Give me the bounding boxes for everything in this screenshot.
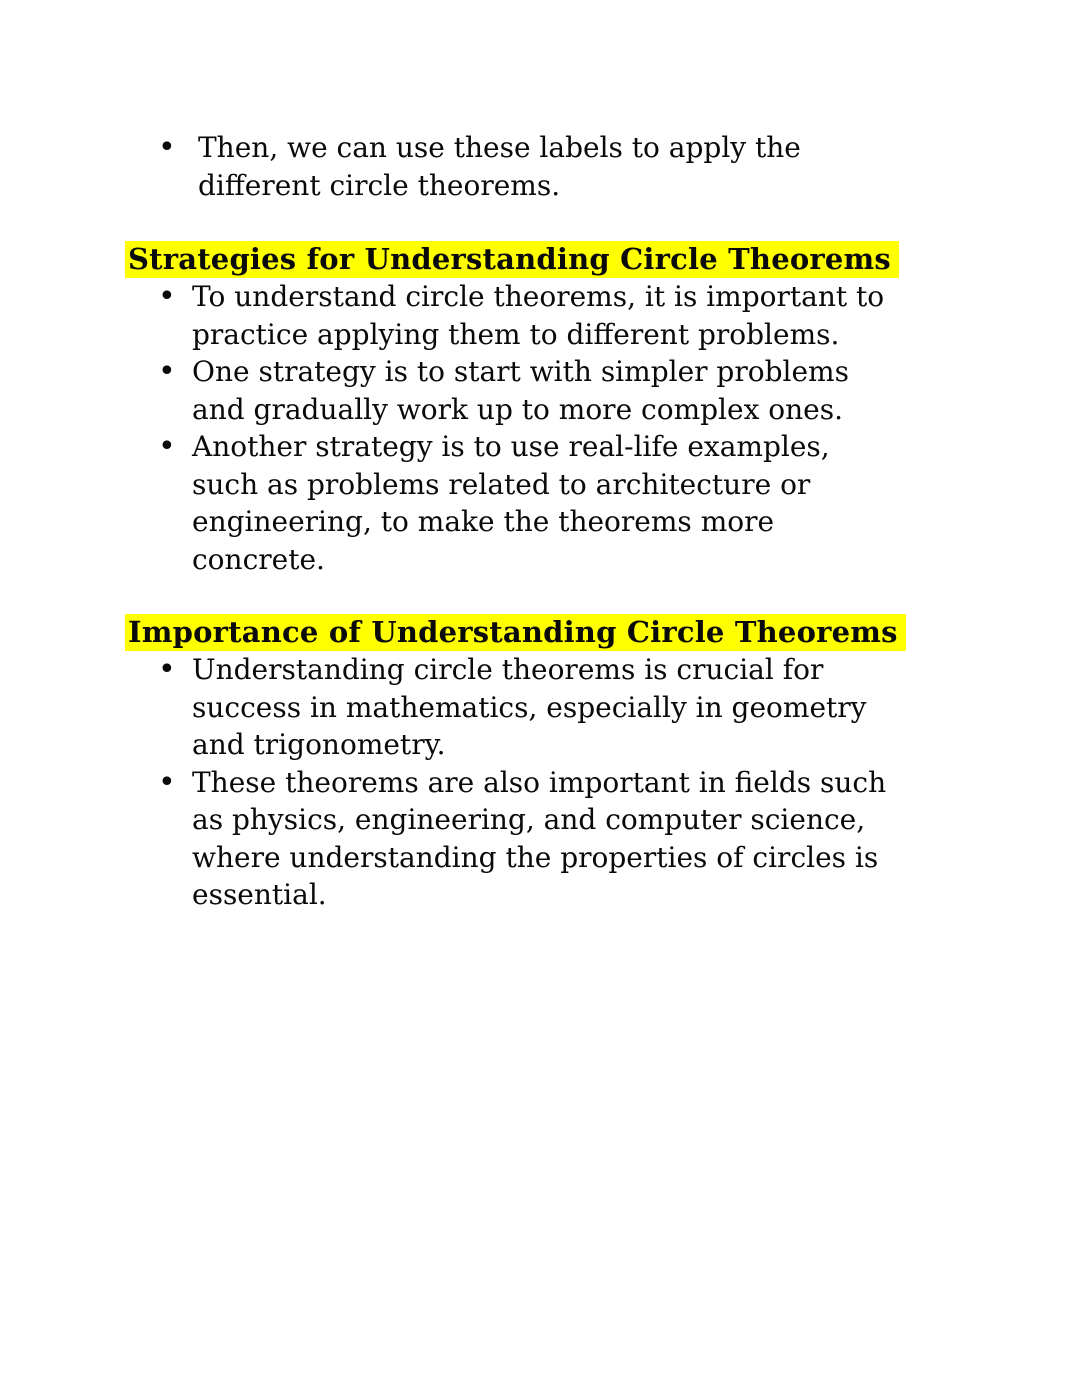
strategies-bullet-list bbox=[128, 278, 903, 578]
section-heading-importance: Importance of Understanding Circle Theorems bbox=[125, 614, 906, 651]
list-item: • Then, we can use these labels to apply the different circle theorems. bbox=[128, 129, 903, 204]
list-item: • One strategy is to start with simpler problems and gradually work up to more complex ones. bbox=[128, 353, 903, 428]
list-item: • Understanding circle theorems is crucial for success in mathematics, especially in geometry and trigonometry. bbox=[128, 651, 903, 764]
intro-bullet-list bbox=[128, 129, 903, 204]
section-heading-strategies: Strategies for Understanding Circle Theorems bbox=[125, 241, 899, 278]
importance-bullet-list bbox=[128, 651, 903, 914]
section-strategies bbox=[128, 241, 960, 278]
section-importance bbox=[128, 614, 960, 651]
list-item: • These theorems are also important in fields such as physics, engineering, and computer science, where understanding the properties of circles is essential. bbox=[128, 764, 903, 914]
list-item: • Another strategy is to use real-life examples, such as problems related to architecture or engineering, to make the theorems more concrete. bbox=[128, 428, 903, 578]
list-item: • To understand circle theorems, it is important to practice applying them to different problems. bbox=[128, 278, 903, 353]
